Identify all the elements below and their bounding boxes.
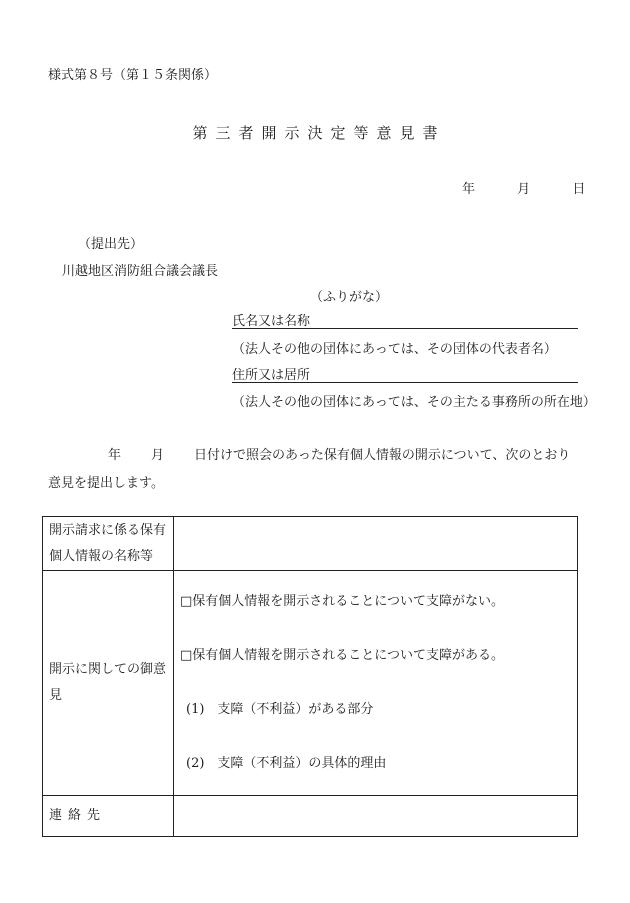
submit-to-label: （提出先） bbox=[78, 237, 144, 252]
address-field-label: 住所又は居所 bbox=[232, 368, 311, 383]
hindrance-part-item: (1) 支障（不利益）がある部分 bbox=[186, 702, 374, 717]
table-row bbox=[43, 796, 578, 837]
name-field-label: 氏名又は名称 bbox=[232, 314, 311, 329]
info-name-label: 開示請求に係る保有個人情報の名称等 bbox=[43, 517, 174, 571]
table-row bbox=[43, 571, 578, 796]
address-note: （法人その他の団体にあっては、その主たる事務所の所在地） bbox=[232, 395, 596, 410]
body-text-line1 bbox=[108, 444, 570, 463]
furigana-label: （ふりがな） bbox=[310, 290, 389, 305]
no-hindrance-checkbox[interactable]: □保有個人情報を開示されることについて支障がない。 bbox=[180, 594, 505, 609]
info-name-input[interactable] bbox=[174, 517, 578, 571]
name-field[interactable] bbox=[232, 310, 578, 329]
date-line bbox=[462, 178, 585, 197]
body-year-label: 年 bbox=[108, 448, 122, 463]
form-number: 様式第８号（第１５条関係） bbox=[48, 68, 218, 83]
table-row bbox=[43, 517, 578, 571]
recipient-name: 川越地区消防組合議会議長 bbox=[62, 264, 219, 279]
hindrance-reason-item: (2) 支障（不利益）の具体的理由 bbox=[186, 756, 387, 771]
body-text-line2: 意見を提出します。 bbox=[48, 476, 164, 491]
opinion-options bbox=[174, 571, 578, 796]
name-note: （法人その他の団体にあっては、その団体の代表者名） bbox=[232, 342, 557, 357]
opinion-label: 開示に関しての御意見 bbox=[43, 571, 174, 796]
date-day-label: 日 bbox=[572, 182, 586, 197]
body-month-label: 月 bbox=[151, 448, 165, 463]
date-year-label: 年 bbox=[462, 182, 476, 197]
opinion-table bbox=[42, 516, 578, 837]
date-month-label: 月 bbox=[517, 182, 531, 197]
hindrance-checkbox[interactable]: □保有個人情報を開示されることについて支障がある。 bbox=[180, 648, 505, 663]
document-title: 第三者開示決定等意見書 bbox=[192, 124, 446, 142]
contact-input[interactable] bbox=[174, 796, 578, 837]
body-text-tail: 日付けで照会のあった保有個人情報の開示について、次のとおり bbox=[194, 448, 571, 463]
address-field[interactable] bbox=[232, 364, 578, 383]
contact-label: 連絡先 bbox=[43, 796, 174, 837]
